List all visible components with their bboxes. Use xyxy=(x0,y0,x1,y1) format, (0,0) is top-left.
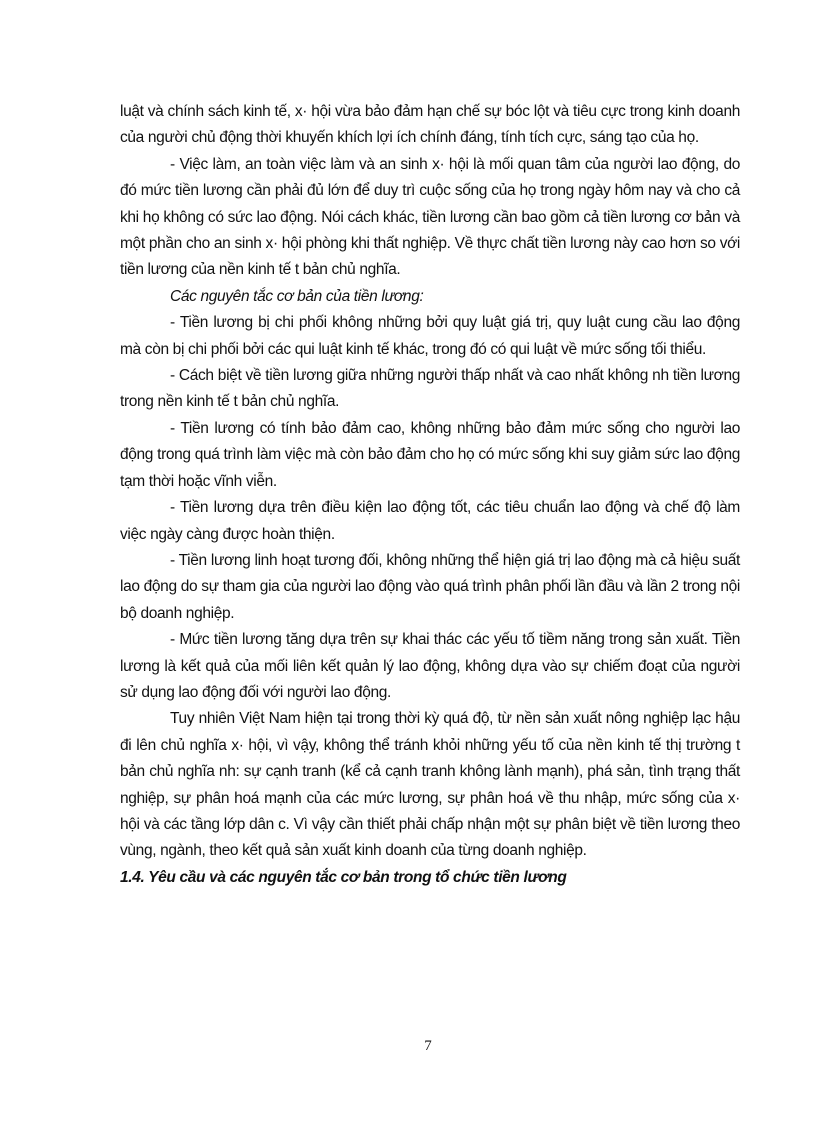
principle-item-5: - Tiền lương linh hoạt tương đối, không những thể hiện giá trị lao động mà cả hiệu suất lao động do sự tham gia của người lao động vào quá trình phân phối lần đầu và lần 2 trong nội bộ doanh nghiệp. xyxy=(120,551,740,622)
paragraph-vietnam-transition: Tuy nhiên Việt Nam hiện tại trong thời kỳ quá độ, từ nền sản xuất nông nghiệp lạc hậu đi lên chủ nghĩa x· hội, vì vậy, không thể tránh khỏi những yếu tố của nền kinh tế thị trường t bản chủ nghĩa nh: sự cạnh tranh (kể cả cạnh tranh không lành mạnh), phá sản, tình trạng thất nghiệp, sự phân hoá mạnh của các mức lương, sự phân hoá về thu nhập, mức sống của x· hội và các tầng lớp dân c. Vì vậy cần thiết phải chấp nhận một sự phân biệt về tiền lương theo vùng, ngành, theo kết quả sản xuất kinh doanh của từng doanh nghiệp. xyxy=(120,710,740,860)
paragraph-employment-security: - Việc làm, an toàn việc làm và an sinh x· hội là mối quan tâm của người lao động, do đó mức tiền lương cần phải đủ lớn để duy trì cuộc sống của họ trong ngày hôm nay và cho cả khi họ không có sức lao động. Nói cách khác, tiền lương cần bao gồm cả tiền lương cơ bản và một phần cho an sinh x· hội phòng khi thất nghiệp. Về thực chất tiền lương này cao hơn so với tiền lương của nền kinh tế t bản chủ nghĩa. xyxy=(120,155,740,279)
principle-item-1: - Tiền lương bị chi phối không những bởi quy luật giá trị, quy luật cung cầu lao động mà còn bị chi phối bởi các qui luật kinh tế khác, trong đó có qui luật về mức sống tối thiểu. xyxy=(120,314,740,358)
principle-item-6: - Mức tiền lương tăng dựa trên sự khai thác các yếu tố tiềm năng trong sản xuất. Tiền lương là kết quả của mối liên kết quản lý lao động, không dựa vào sự chiếm đoạt của người sử dụng lao động đối với người lao động. xyxy=(120,631,740,701)
subheading-basic-principles: Các nguyên tắc cơ bản của tiền lương: xyxy=(170,287,424,305)
paragraph-intro-continuation: luật và chính sách kinh tế, x· hội vừa bảo đảm hạn chế sự bóc lột và tiêu cực trong kinh doanh của người chủ động thời khuyến khích lợi ích chính đáng, tính tích cực, sáng tạo của họ. xyxy=(120,103,740,147)
page-body xyxy=(120,99,740,891)
page-number: 7 xyxy=(424,1038,432,1054)
principle-item-3: - Tiền lương có tính bảo đảm cao, không những bảo đảm mức sống cho người lao động trong quá trình làm việc mà còn bảo đảm cho họ có mức sống khi suy giảm sức lao động tạm thời hoặc vĩnh viễn. xyxy=(120,419,740,490)
section-heading: 1.4. Yêu cầu và các nguyên tắc cơ bản trong tổ chức tiền lương xyxy=(120,868,567,886)
principle-item-4: - Tiền lương dựa trên điều kiện lao động tốt, các tiêu chuẩn lao động và chế độ làm việc ngày càng được hoàn thiện. xyxy=(120,499,740,543)
principle-item-2: - Cách biệt về tiền lương giữa những người thấp nhất và cao nhất không nh tiền lương trong nền kinh tế t bản chủ nghĩa. xyxy=(120,367,740,411)
